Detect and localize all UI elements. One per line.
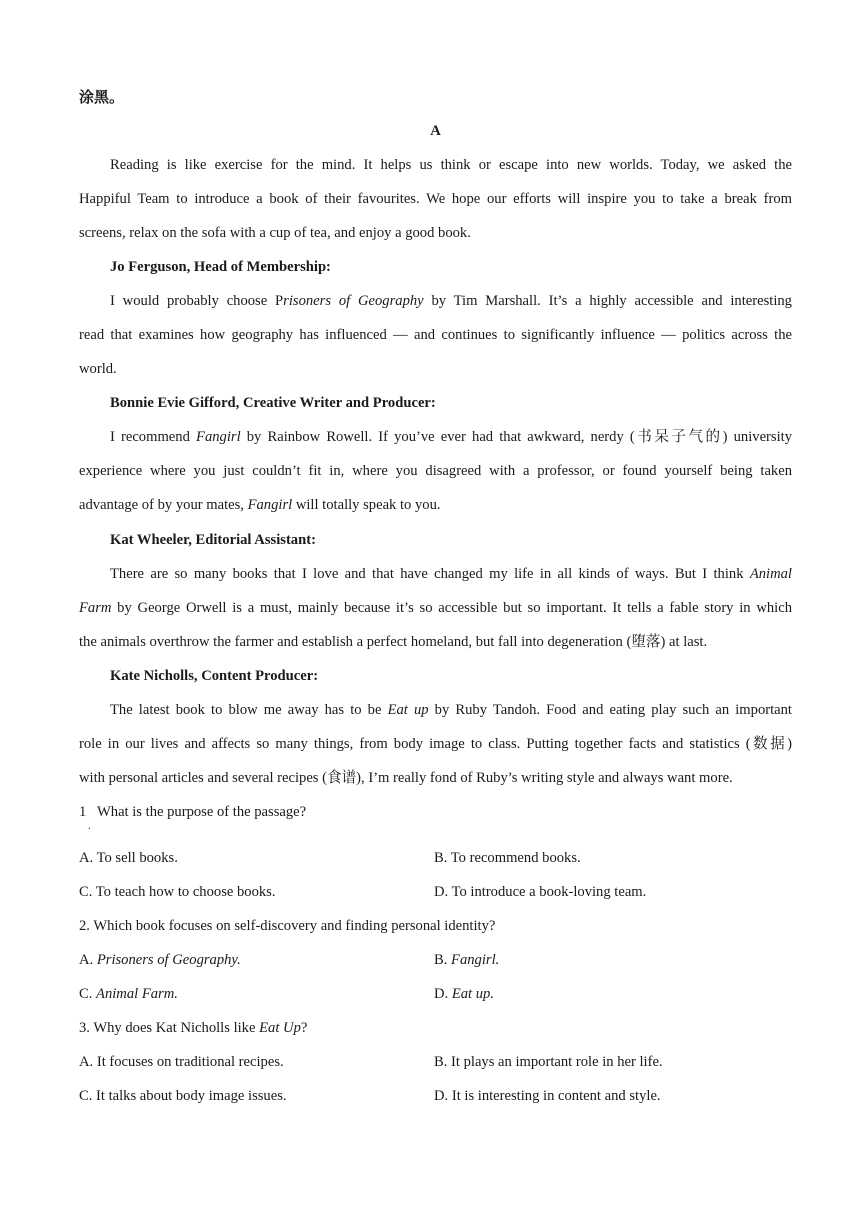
bonnie-line-3: advantage of by your mates, Fangirl will totally speak to you.	[79, 497, 441, 513]
jo-name-heading: Jo Ferguson, Head of Membership:	[110, 259, 331, 275]
intro-line-2: Happiful Team to introduce a book of their favourites. We hope our efforts will inspire you to take a break from	[79, 191, 792, 207]
question-3-option-d[interactable]: D. It is interesting in content and style.	[434, 1088, 661, 1104]
question-3-option-c[interactable]: C. It talks about body image issues.	[79, 1088, 287, 1104]
question-2-text: 2. Which book focuses on self-discovery and finding personal identity?	[79, 918, 496, 934]
question-3-option-a[interactable]: A. It focuses on traditional recipes.	[79, 1054, 284, 1070]
question-1-option-a[interactable]: A. To sell books.	[79, 850, 178, 866]
question-1-option-c[interactable]: C. To teach how to choose books.	[79, 884, 276, 900]
question-3-text: 3. Why does Kat Nicholls like Eat Up?	[79, 1020, 308, 1036]
book-title: risoners of Geography	[283, 293, 424, 309]
question-2-option-c[interactable]: C. Animal Farm.	[79, 986, 178, 1002]
jo-line-1: I would probably choose Prisoners of Geography by Tim Marshall. It’s a highly accessible and interesting	[110, 293, 792, 309]
kat-line-2: Farm by George Orwell is a must, mainly because it’s so accessible but so important. It tells a fable story in which	[79, 600, 792, 616]
kat-line-3: the animals overthrow the farmer and establish a perfect homeland, but fall into degeneration (堕落) at last.	[79, 634, 708, 650]
question-3-option-b[interactable]: B. It plays an important role in her life.	[434, 1054, 663, 1070]
intro-line-1: Reading is like exercise for the mind. It helps us think or escape into new worlds. Today, we asked the	[110, 157, 792, 173]
book-title: Fangirl	[247, 497, 293, 513]
book-title: Animal	[749, 566, 792, 582]
question-1-text: What is the purpose of the passage?	[97, 804, 307, 820]
bonnie-name-heading: Bonnie Evie Gifford, Creative Writer and Producer:	[110, 395, 436, 411]
kate-name-heading: Kate Nicholls, Content Producer:	[110, 668, 319, 684]
question-2-option-b[interactable]: B. Fangirl.	[434, 952, 500, 968]
kate-line-3: with personal articles and several recipes (食谱), I’m really fond of Ruby’s writing style and always want more.	[79, 770, 733, 786]
kate-line-1: The latest book to blow me away has to be Eat up by Ruby Tandoh. Food and eating play such an important	[110, 702, 792, 718]
book-title: Farm	[79, 600, 112, 616]
question-1-number: 1	[79, 804, 87, 820]
question-2-option-d[interactable]: D. Eat up.	[434, 986, 495, 1002]
kat-line-1: There are so many books that I love and that have changed my life in all kinds of ways. But I think Animal	[110, 566, 792, 582]
kate-line-2: role in our lives and affects so many things, from body image to class. Putting together facts and statistics (数据)	[79, 736, 792, 752]
question-1-dot: .	[88, 821, 91, 832]
jo-line-3: world.	[79, 361, 117, 377]
question-1-option-d[interactable]: D. To introduce a book-loving team.	[434, 884, 647, 900]
jo-line-2: read that examines how geography has influenced — and continues to significantly influence — politics across the	[79, 327, 792, 343]
section-label: A	[430, 123, 441, 139]
bonnie-line-1: I recommend Fangirl by Rainbow Rowell. If you’ve ever had that awkward, nerdy (书呆子气的) university	[110, 429, 793, 445]
kat-name-heading: Kat Wheeler, Editorial Assistant:	[110, 532, 316, 548]
book-title: Fangirl	[196, 429, 241, 445]
bonnie-line-2: experience where you just couldn’t fit in, where you disagreed with a professor, or found yourself being taken	[79, 463, 792, 479]
intro-line-3: screens, relax on the sofa with a cup of tea, and enjoy a good book.	[79, 225, 471, 241]
question-1-option-b[interactable]: B. To recommend books.	[434, 850, 581, 866]
book-title: Eat up	[387, 702, 429, 718]
header-title: 涂黑。	[79, 88, 125, 106]
question-2-option-a[interactable]: A. Prisoners of Geography.	[79, 952, 241, 968]
